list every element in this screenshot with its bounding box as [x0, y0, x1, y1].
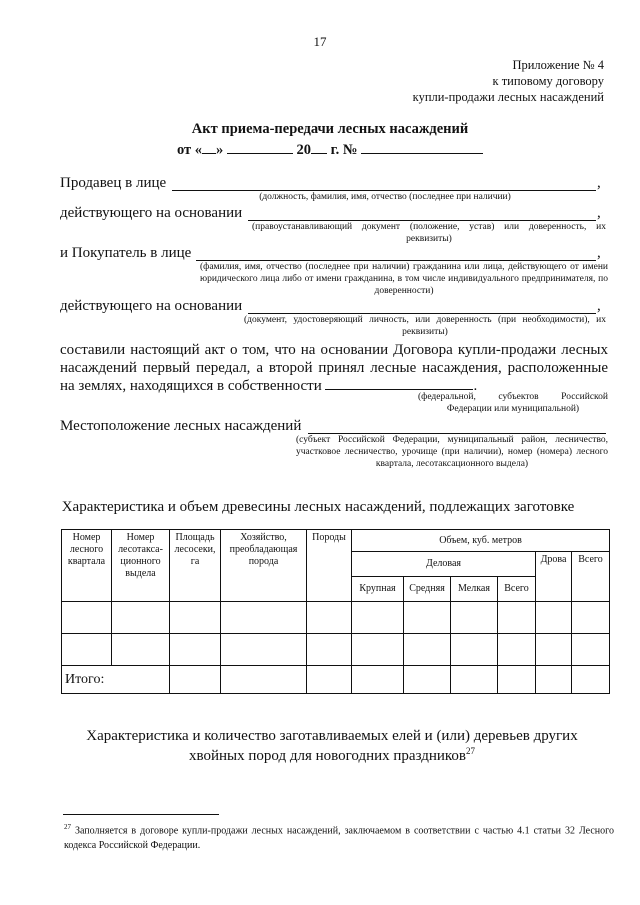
number-label: г. № — [330, 142, 358, 158]
header-area: Площадь лесосеки, га — [170, 530, 221, 602]
document-date-line — [0, 141, 640, 159]
total-label: Итого: — [62, 666, 170, 694]
header-firewood: Дрова — [536, 552, 572, 602]
section2-title-line1: Характеристика и количество заготавливаемых елей и (или) деревьев других — [86, 728, 578, 744]
table-cell[interactable] — [572, 666, 610, 694]
table-cell[interactable] — [221, 602, 307, 634]
table-cell[interactable] — [307, 602, 352, 634]
table-cell[interactable] — [404, 666, 451, 694]
header-business: Деловая — [352, 552, 536, 577]
table-row — [62, 602, 610, 634]
transfer-paragraph: составили настоящий акт о том, что на основании Договора купли-продажи лесных насаждений первый передал, а второй принял лесные насаждения, расположенные на землях, находящихся в собственности . — [60, 342, 608, 394]
ownership-hint: (федеральной, субъектов Российской Федерации или муниципальной) — [418, 392, 608, 414]
header-large: Крупная — [352, 577, 404, 602]
month-field[interactable] — [227, 141, 293, 154]
header-species: Породы — [307, 530, 352, 602]
table-cell[interactable] — [451, 666, 498, 694]
appendix-line-1: Приложение № 4 — [512, 58, 604, 72]
table-cell[interactable] — [170, 666, 221, 694]
basis2-hint: (документ, удостоверяющий личность, или доверенность (при необходимости), их реквизиты) — [244, 315, 606, 337]
footnote-ref[interactable]: 27 — [466, 746, 476, 756]
table-cell[interactable] — [572, 634, 610, 666]
page-number: 17 — [313, 34, 327, 49]
table-cell[interactable] — [498, 666, 536, 694]
header-medium: Средняя — [404, 577, 451, 602]
table-cell[interactable] — [536, 602, 572, 634]
table-cell[interactable] — [221, 634, 307, 666]
ownership-field[interactable] — [325, 377, 473, 390]
table-cell[interactable] — [170, 602, 221, 634]
table-cell[interactable] — [170, 634, 221, 666]
header-vydel: Номер лесотакса-ционного выдела — [112, 530, 170, 602]
table-cell[interactable] — [498, 602, 536, 634]
table-cell[interactable] — [451, 602, 498, 634]
section2-title-text: хвойных пород для новогодних праздников — [188, 748, 467, 764]
seller-hint: (должность, фамилия, имя, отчество (последнее при наличии) — [259, 192, 511, 202]
basis1-hint: (правоустанавливающий документ (положение, устав) или доверенность, их реквизиты) — [252, 222, 606, 244]
table-cell[interactable] — [572, 602, 610, 634]
date-close-quote: » — [216, 142, 224, 158]
basis2-label: действующего на основании — [60, 298, 243, 314]
document-title: Акт приема-передачи лесных насаждений — [191, 121, 469, 137]
year-prefix: 20 — [296, 142, 312, 158]
seller-label: Продавец в лице — [60, 175, 167, 191]
buyer-label: и Покупатель в лице — [60, 245, 192, 261]
table-cell[interactable] — [451, 634, 498, 666]
header-volume: Объем, куб. метров — [352, 530, 610, 552]
section2-title-line2 — [12, 746, 640, 765]
table-cell[interactable] — [352, 634, 404, 666]
act-number-field[interactable] — [361, 141, 483, 154]
location-hint: (субъект Российской Федерации, муниципальный район, лесничество, участковое лесничество, урочище (при наличии), номер (номера) лесного квартала, лесотаксационного выдела) — [296, 435, 608, 469]
transfer-paragraph-text: составили настоящий акт о том, что на основании Договора купли-продажи лесных насаждений первый передал, а второй принял лесные насаждения, расположенные на землях, находящихся в собственности — [60, 342, 608, 394]
table-cell[interactable] — [221, 666, 307, 694]
header-small: Мелкая — [451, 577, 498, 602]
table-cell[interactable] — [112, 634, 170, 666]
table-cell[interactable] — [62, 602, 112, 634]
basis1-label: действующего на основании — [60, 205, 243, 221]
footnote — [64, 820, 614, 853]
section1-title: Характеристика и объем древесины лесных насаждений, подлежащих заготовке — [61, 499, 575, 515]
table-cell[interactable] — [307, 634, 352, 666]
table-cell[interactable] — [112, 602, 170, 634]
timber-volume-table — [61, 529, 610, 694]
header-business-total: Всего — [498, 577, 536, 602]
year-field[interactable] — [311, 141, 327, 154]
day-field[interactable] — [202, 141, 216, 154]
table-cell[interactable] — [536, 634, 572, 666]
footnote-text: Заполняется в договоре купли-продажи лесных насаждений, заключаемом в соответствии с частью 4.1 статьи 32 Лесного кодекса Российской Федерации. — [64, 825, 614, 852]
header-kvartal: Номер лесного квартала — [62, 530, 112, 602]
table-cell[interactable] — [352, 666, 404, 694]
table-row — [62, 634, 610, 666]
appendix-line-3: купли-продажи лесных насаждений — [412, 90, 604, 104]
table-cell[interactable] — [404, 634, 451, 666]
location-label: Местоположение лесных насаждений — [60, 418, 302, 434]
date-from-label: от « — [176, 142, 203, 158]
table-cell[interactable] — [536, 666, 572, 694]
table-cell[interactable] — [352, 602, 404, 634]
footnote-mark: 27 — [64, 823, 71, 831]
buyer-hint: (фамилия, имя, отчество (последнее при наличии) гражданина или лица, действующего от имени юридического лица либо от имени гражданина, в том числе индивидуального предпринимателя, по доверенности) — [200, 262, 608, 296]
total-row — [62, 666, 610, 694]
appendix-note — [413, 57, 604, 105]
appendix-line-2: к типовому договору — [492, 74, 604, 88]
footnote-divider — [63, 814, 219, 815]
table-cell[interactable] — [62, 634, 112, 666]
table-cell[interactable] — [307, 666, 352, 694]
table-cell[interactable] — [498, 634, 536, 666]
header-farm: Хозяйство, преобладающая порода — [221, 530, 307, 602]
header-total: Всего — [572, 552, 610, 602]
table-cell[interactable] — [404, 602, 451, 634]
